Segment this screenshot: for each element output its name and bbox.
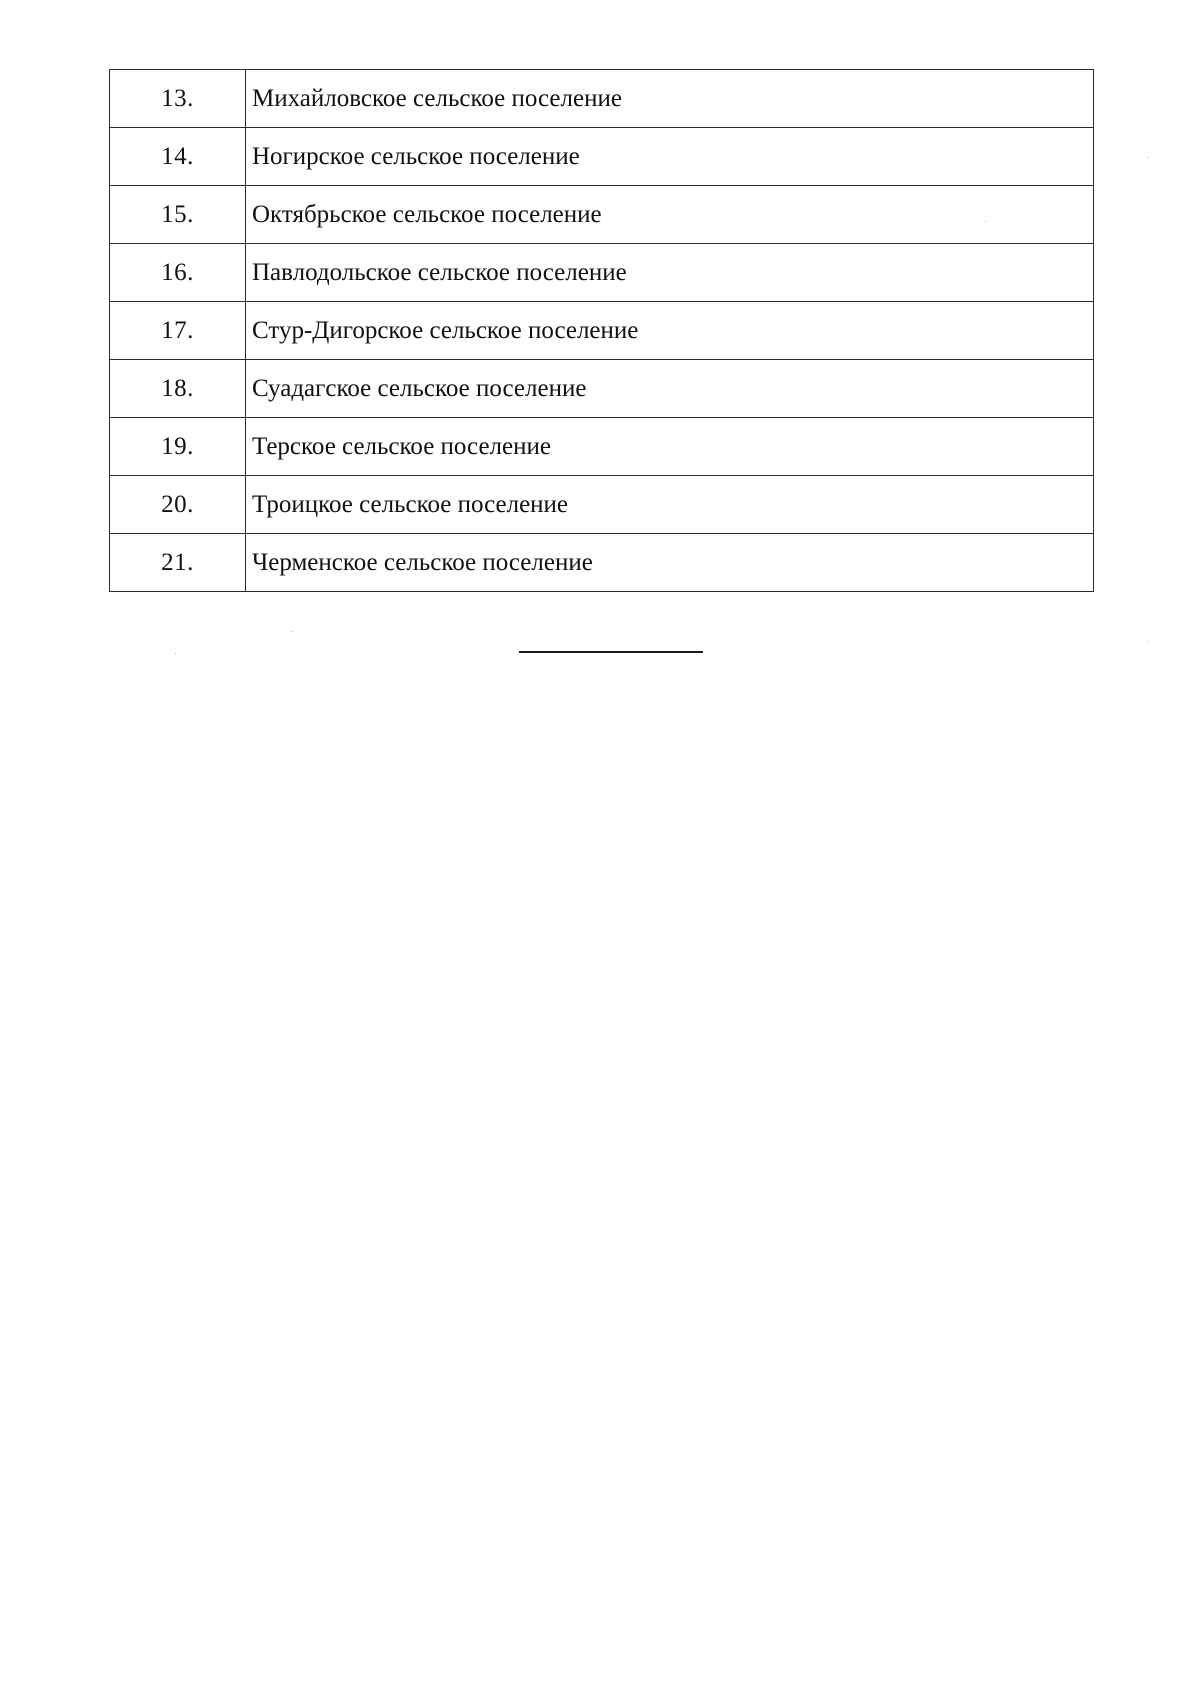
settlement-name: Терское сельское поселение <box>246 418 1094 476</box>
settlement-name: Черменское сельское поселение <box>246 534 1094 592</box>
settlement-name: Михайловское сельское поселение <box>246 70 1094 128</box>
table-row <box>110 244 1094 302</box>
row-number: 14. <box>110 128 246 186</box>
scan-speck <box>292 631 293 632</box>
row-number: 17. <box>110 302 246 360</box>
table-row <box>110 128 1094 186</box>
settlement-name: Октябрьское сельское поселение <box>246 186 1094 244</box>
scan-speck <box>1147 641 1148 642</box>
table-row <box>110 476 1094 534</box>
row-number: 19. <box>110 418 246 476</box>
end-of-document-rule <box>519 651 703 653</box>
row-number: 21. <box>110 534 246 592</box>
settlement-name: Суадагское сельское поселение <box>246 360 1094 418</box>
row-number: 13. <box>110 70 246 128</box>
table-row <box>110 360 1094 418</box>
settlement-name: Стур-Дигорское сельское поселение <box>246 302 1094 360</box>
table-row <box>110 534 1094 592</box>
settlement-name: Павлодольское сельское поселение <box>246 244 1094 302</box>
table-row <box>110 186 1094 244</box>
row-number: 16. <box>110 244 246 302</box>
row-number: 18. <box>110 360 246 418</box>
row-number: 20. <box>110 476 246 534</box>
scan-speck <box>985 221 986 222</box>
settlement-name: Троицкое сельское поселение <box>246 476 1094 534</box>
scan-speck <box>1147 157 1148 158</box>
scan-speck <box>175 653 176 654</box>
table-row <box>110 302 1094 360</box>
table-row <box>110 70 1094 128</box>
settlements-table <box>109 69 1094 592</box>
table-row <box>110 418 1094 476</box>
row-number: 15. <box>110 186 246 244</box>
settlement-name: Ногирское сельское поселение <box>246 128 1094 186</box>
